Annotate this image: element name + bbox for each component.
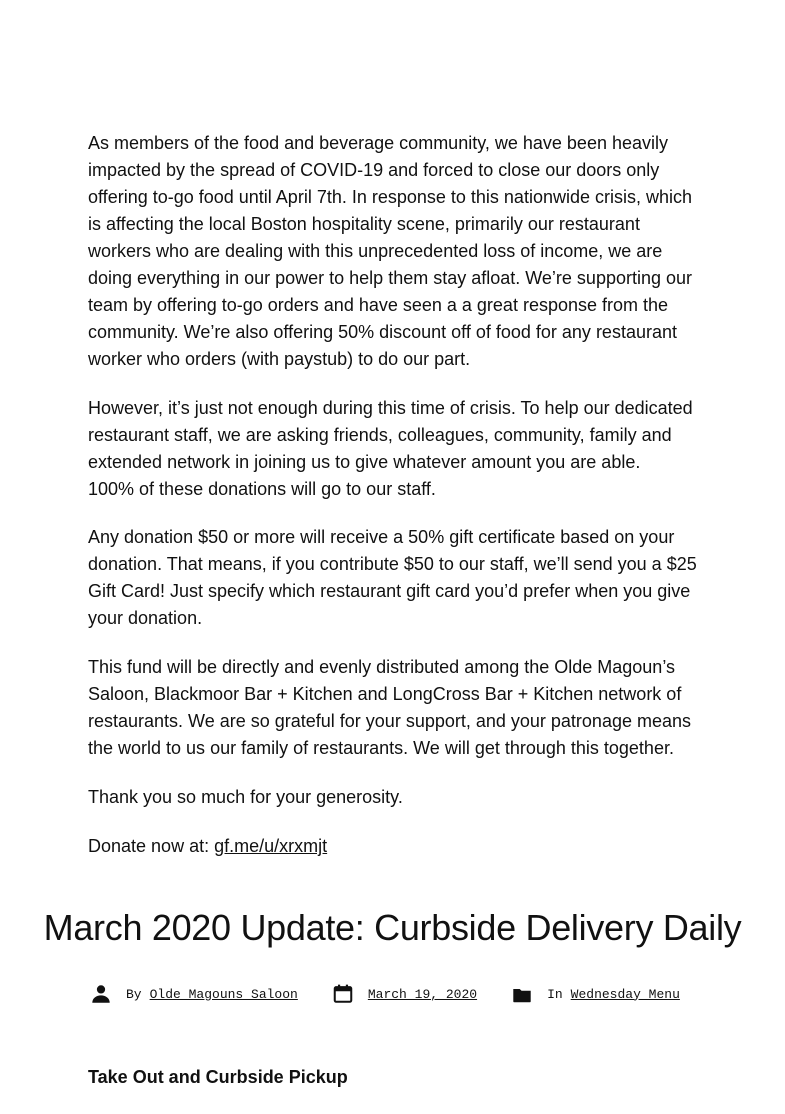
folder-icon — [511, 983, 533, 1005]
donate-link[interactable]: gf.me/u/xrxmjt — [214, 836, 328, 856]
person-icon — [90, 983, 112, 1005]
paragraph-covid-impact: As members of the food and beverage community, we have been heavily impacted by the spread of COVID-19 and forced to close our doors only offering to-go food until April 7th. In response to this nationwide crisis, which is affecting the local Boston hospitality scene, primarily our restaurant workers who are dealing with this unprecedented loss of income, we are doing everything in our power to help them stay afloat. We’re supporting our team by offering to-go orders and have seen a a great response from the community. We’re also offering 50% discount off of food for any restaurant worker who orders (with paystub) to do our part. — [88, 133, 693, 369]
author-prefix: By — [126, 986, 142, 1002]
post-date — [332, 983, 477, 1005]
post-category — [511, 983, 680, 1005]
paragraph-donation-request-text: However, it’s just not enough during this time of crisis. To help our dedicated restaurant staff, we are asking friends, colleagues, community, family and extended network in joining us to give whatever amount you are able. — [88, 398, 693, 472]
paragraph-thank-you: Thank you so much for your generosity. — [88, 787, 403, 807]
donate-prefix: Donate now at: — [88, 836, 215, 856]
paragraph-donation-percent-text: 100% of these donations will go to our staff. — [88, 479, 436, 499]
post-title[interactable]: March 2020 Update: Curbside Delivery Daily — [43, 907, 742, 948]
author-link[interactable]: Olde Magouns Saloon — [149, 986, 298, 1002]
paragraph-fund-distribution: This fund will be directly and evenly distributed among the Olde Magoun’s Saloon, Blackmoor Bar + Kitchen and LongCross Bar + Kitchen network of restaurants. We are so grateful for your support, and your patronage means the world to us our family of restaurants. We will get through this together. — [88, 657, 691, 758]
paragraph-donation-request — [88, 395, 698, 503]
post-author — [90, 983, 298, 1005]
paragraph-gift-certificate: Any donation $50 or more will receive a 50% gift certificate based on your donation. That means, if you contribute $50 to our staff, we’ll send you a $25 Gift Card! Just specify which restaurant gift card you’d prefer when you give your donation. — [88, 527, 697, 628]
calendar-icon — [332, 983, 354, 1005]
post-meta — [90, 980, 680, 1008]
section-heading: Take Out and Curbside Pickup — [88, 1067, 348, 1087]
date-link[interactable]: March 19, 2020 — [367, 986, 478, 1002]
category-prefix: In — [547, 986, 563, 1002]
paragraph-donate — [88, 833, 698, 860]
category-link[interactable]: Wednesday Menu — [570, 986, 680, 1002]
